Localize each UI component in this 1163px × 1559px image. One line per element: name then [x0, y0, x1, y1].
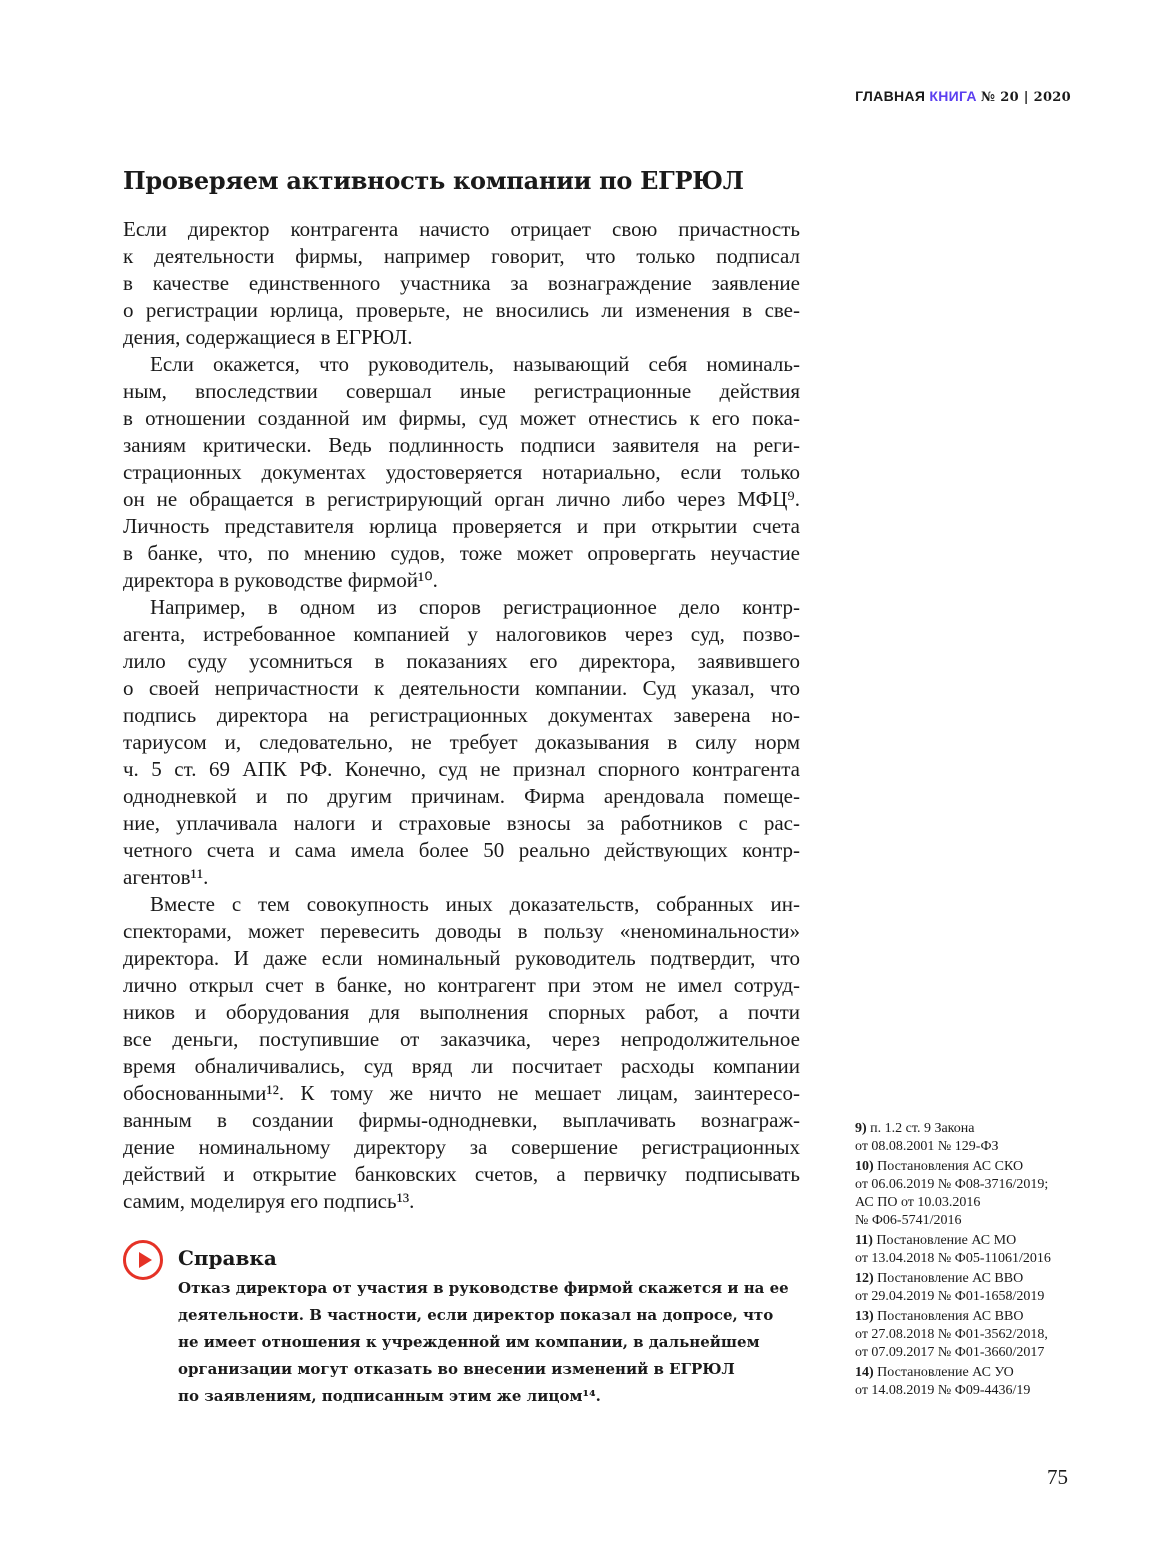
text-line: о регистрации юрлица, проверьте, не вносились ли изменения в све- [123, 298, 800, 322]
reference-line: Отказ директора от участия в руководстве фирмой скажется и на ее [178, 1279, 789, 1297]
text-line: заниям критически. Ведь подлинность подписи заявителя на реги- [123, 433, 800, 457]
text-line: четного счета и сама имела более 50 реально действующих контр- [123, 838, 800, 862]
text-line: он не обращается в регистрирующий орган лично либо через МФЦ⁹. [123, 487, 800, 511]
text-line: Если окажется, что руководитель, называющий себя номиналь- [150, 352, 800, 376]
footnote-line: от 08.08.2001 № 129-ФЗ [855, 1139, 999, 1154]
text-line: страционных документах удостоверяется нотариально, если только [123, 460, 800, 484]
footnote-line: от 27.08.2018 № Ф01-3562/2018, [855, 1327, 1048, 1342]
text-line: агентов¹¹. [123, 865, 209, 889]
page-number: 75 [1047, 1465, 1068, 1489]
footnote-text: Постановление АС УО [877, 1365, 1014, 1380]
running-header [855, 88, 1071, 105]
text-line: агента, истребованное компанией у налоговиков через суд, позво- [123, 622, 800, 646]
text-line: к деятельности фирмы, например говорит, что только подписал [123, 244, 800, 268]
footnote-line: от 13.04.2018 № Ф05-11061/2016 [855, 1251, 1051, 1266]
reference-line: не имеет отношения к учрежденной им компании, в дальнейшем [178, 1333, 760, 1351]
text-line: спекторами, может перевесить доводы в пользу «неноминальности» [123, 919, 800, 943]
text-line: лило суду усомниться в показаниях его директора, заявившего [123, 649, 800, 673]
paragraph [123, 891, 800, 1215]
reference-text [178, 1275, 798, 1410]
footnote-text: п. 1.2 ст. 9 Закона [870, 1121, 975, 1136]
text-line: директора. И даже если номинальный руководитель подтвердит, что [123, 946, 800, 970]
text-line: ванным в создании фирмы-однодневки, выплачивать вознаграж- [123, 1108, 800, 1132]
text-line: время обналичивались, суд вряд ли посчитает расходы компании [123, 1054, 800, 1078]
footnote [855, 1270, 1085, 1306]
footnote-line: № Ф06-5741/2016 [855, 1213, 962, 1228]
footnote-line [855, 1158, 1085, 1176]
text-line: Вместе с тем совокупность иных доказательств, собранных ин- [150, 892, 800, 916]
footnote-line [855, 1120, 1085, 1138]
text-line: в банке, что, по мнению судов, тоже может опровергать неучастие [123, 541, 800, 565]
paragraph [123, 351, 800, 594]
brand-word-1: ГЛАВНАЯ [855, 88, 926, 104]
text-line: дения, содержащиеся в ЕГРЮЛ. [123, 325, 413, 349]
article-body [123, 216, 800, 1215]
text-line: директора в руководстве фирмой¹⁰. [123, 568, 438, 592]
play-circle-icon [123, 1240, 163, 1280]
text-line: в качестве единственного участника за вознаграждение заявление [123, 271, 800, 295]
footnote-line: от 14.08.2019 № Ф09-4436/19 [855, 1383, 1031, 1398]
footnote [855, 1308, 1085, 1362]
text-line: ным, впоследствии совершал иные регистрационные действия [123, 379, 800, 403]
text-line: подпись директора на регистрационных документах заверена но- [123, 703, 800, 727]
footnote-text: Постановления АС ВВО [877, 1309, 1024, 1324]
section-title: Проверяем активность компании по ЕГРЮЛ [123, 166, 744, 195]
footnote-number: 13) [855, 1309, 874, 1324]
footnote-line: от 07.09.2017 № Ф01-3660/2017 [855, 1345, 1045, 1360]
text-line: о своей непричастности к деятельности компании. Суд указал, что [123, 676, 800, 700]
text-line: все деньги, поступившие от заказчика, через непродолжительное [123, 1027, 800, 1051]
text-line: ников и оборудования для выполнения спорных работ, а почти [123, 1000, 800, 1024]
text-line: дение номинальному директору за совершение регистрационных [123, 1135, 800, 1159]
footnote-line [855, 1270, 1085, 1288]
footnote-line [855, 1364, 1085, 1382]
reference-line: по заявлениям, подписанным этим же лицом¹⁴. [178, 1387, 601, 1405]
footnotes [855, 1120, 1085, 1402]
text-line: самим, моделируя его подпись¹³. [123, 1189, 415, 1213]
footnote [855, 1364, 1085, 1400]
text-line: ч. 5 ст. 69 АПК РФ. Конечно, суд не признал спорного контрагента [123, 757, 800, 781]
reference-line: организации могут отказать во внесении изменений в ЕГРЮЛ [178, 1360, 735, 1378]
footnote-line [855, 1232, 1085, 1250]
text-line: действий и открытие банковских счетов, а первичку подписывать [123, 1162, 800, 1186]
footnote-text: Постановления АС СКО [877, 1159, 1024, 1174]
footnote-line [855, 1308, 1085, 1326]
text-line: тариусом и, следовательно, не требует доказывания в силу норм [123, 730, 800, 754]
footnote-line: АС ПО от 10.03.2016 [855, 1195, 981, 1210]
footnote-number: 9) [855, 1121, 867, 1136]
footnote-number: 11) [855, 1233, 873, 1248]
footnote [855, 1158, 1085, 1230]
text-line: обоснованными¹². К тому же ничто не мешает лицам, заинтересо- [123, 1081, 800, 1105]
text-line: Если директор контрагента начисто отрицает свою причастность [123, 217, 800, 241]
reference-line: деятельности. В частности, если директор показал на допросе, что [178, 1306, 774, 1324]
footnote-text: Постановление АС МО [876, 1233, 1017, 1248]
footnote-number: 14) [855, 1365, 874, 1380]
footnote-line: от 06.06.2019 № Ф08-3716/2019; [855, 1177, 1049, 1192]
text-line: лично открыл счет в банке, но контрагент при этом не имел сотруд- [123, 973, 800, 997]
footnote [855, 1232, 1085, 1268]
footnote-text: Постановление АС ВВО [877, 1271, 1024, 1286]
footnote-number: 10) [855, 1159, 874, 1174]
text-line: однодневкой и по другим причинам. Фирма арендовала помеще- [123, 784, 800, 808]
text-line: ние, уплачивала налоги и страховые взносы за работников с рас- [123, 811, 800, 835]
brand-word-2: КНИГА [929, 88, 977, 104]
footnote-line: от 29.04.2019 № Ф01-1658/2019 [855, 1289, 1045, 1304]
issue-number: № 20 | 2020 [980, 90, 1071, 105]
reference-title: Справка [178, 1246, 277, 1270]
paragraph [123, 594, 800, 891]
footnote-number: 12) [855, 1271, 874, 1286]
paragraph [123, 216, 800, 351]
text-line: Личность представителя юрлица проверяется и при открытии счета [123, 514, 800, 538]
text-line: в отношении созданной им фирмы, суд может отнестись к его пока- [123, 406, 800, 430]
footnote [855, 1120, 1085, 1156]
text-line: Например, в одном из споров регистрационное дело контр- [150, 595, 800, 619]
